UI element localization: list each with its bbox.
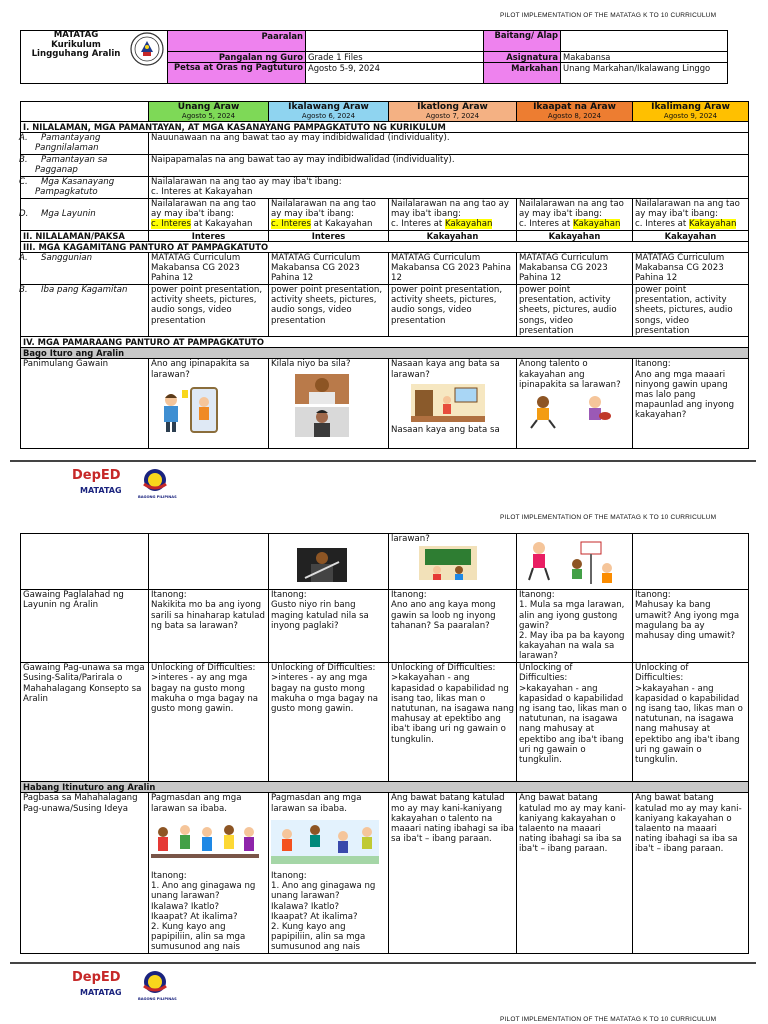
- lesson-table: [20, 101, 749, 449]
- row-label-pag-unawa: Gawaing Pag-unawa sa mga Susing-Salita/Parirala o Mahahalagang Konsepto sa Aralin: [21, 663, 149, 782]
- pilot-header: PILOT IMPLEMENTATION OF THE MATATAG K TO 10 CURRICULUM: [500, 12, 717, 19]
- panimula-day-3: Nasaan kaya ang bata sa larawan? Nasaan kaya ang bata sa: [389, 359, 517, 449]
- section-2-heading: II. NILALAMAN/PAKSA: [21, 230, 149, 241]
- kagamitan-day-2: power point presentation, activity sheets, pictures, audio songs, video presentation: [269, 285, 389, 337]
- kagamitan-day-4: power point presentation, activity sheets, pictures, audio songs, video presentation: [517, 285, 633, 337]
- pilot-header-2: PILOT IMPLEMENTATION OF THE MATATAG K TO 10 CURRICULUM: [500, 514, 717, 521]
- bago-ituro-heading: Bago Ituro ang Aralin: [21, 348, 749, 359]
- asignatura-label: Asignatura: [484, 52, 561, 63]
- page-1-divider: [10, 460, 756, 462]
- talented-kids-image: [519, 394, 619, 430]
- section-4-heading: IV. MGA PAMARAANG PANTURO AT PAMPAGKATUTO: [21, 337, 749, 348]
- kagamitan-day-3: power point presentation, activity sheets, pictures, audio songs, video presentation: [389, 285, 517, 337]
- deped-logo: DepED: [72, 468, 121, 483]
- kids-talents-image: [151, 820, 259, 864]
- layunin-day-2: Nailalarawan na ang tao ay may iba't ibang: c. Interes at Kakayahan: [269, 198, 389, 230]
- paglalahad-day-1: Itanong: Nakikita mo ba ang iyong sarili sa hinaharap katulad ng bata sa larawan?: [149, 590, 269, 663]
- row-label-paglalahad: Gawaing Paglalahad ng Layunin ng Aralin: [21, 590, 149, 663]
- row-label-iba-pang-kagamitan: B. Iba pang Kagamitan: [21, 285, 149, 337]
- header-table: [20, 30, 728, 84]
- sanggunian-day-4: MATATAG Curriculum Makabansa CG 2023 Pahina 12: [517, 253, 633, 285]
- layunin-day-3: Nailalarawan na ang tao ay may iba't ibang: c. Interes at Kakayahan: [389, 198, 517, 230]
- page-2-divider: [10, 962, 756, 964]
- pagbasa-day-5: Ang bawat batang katulad mo ay may kani-kaniyang kakayahan o talaento na maaari nating ibahagi sa iba sa iba't – ibang paraan.: [633, 793, 749, 953]
- section-3-heading: III. MGA KAGAMITANG PANTURO AT PAMPAGKATUTO: [21, 241, 749, 252]
- pamantayang-pangnilalaman-value: Nauunawaan na ang bawat tao ay may indibidwalidad (individuality).: [149, 133, 749, 155]
- deped-logo: DepED: [72, 970, 121, 985]
- row-label-kasanayang-pampagkatuto: C. Mga Kasanayang Pampagkatuto: [21, 176, 149, 198]
- day-5-header: Ikalimang Araw Agosto 9, 2024: [633, 102, 749, 122]
- bagong-pilipinas-icon: [138, 970, 172, 996]
- layunin-day-1: Nailalarawan na ang tao ay may iba't ibang: c. Interes at Kakayahan: [149, 198, 269, 230]
- layunin-day-4: Nailalarawan na ang tao ay may iba't ibang: c. Interes at Kakayahan: [517, 198, 633, 230]
- paglalahad-day-4: Itanong: 1. Mula sa mga larawan, alin ang iyong gustong gawin? 2. May iba pa ba kayong kakayahan na wala sa larawan?: [517, 590, 633, 663]
- petsa-value: Agosto 5-9, 2024: [306, 63, 484, 84]
- panimula-day-2: Kilala niyo ba sila?: [269, 359, 389, 449]
- row-label-sanggunian: A. Sanggunian: [21, 253, 149, 285]
- habang-itinuturo-heading: Habang Itinuturo ang Aralin: [21, 782, 749, 793]
- paksa-day-1: Interes: [149, 230, 269, 241]
- paksa-day-3: Kakayahan: [389, 230, 517, 241]
- pagunawa-day-4: Unlocking of Difficulties: >kakayahan - ang kapasidad o kapabilidad ng isang tao, likas man o natutunan, na isagawa nang mahusay at epektibo ang iba't ibang uri ng gawain o tungkulin.: [517, 663, 633, 782]
- bagong-pilipinas-label: BAGONG PILIPINAS: [138, 495, 177, 499]
- classroom-image: [419, 546, 477, 580]
- athlete-photo-2: [295, 407, 349, 437]
- panimula-day-4: Anong talento o kakayahan ang ipinapakita sa larawan?: [517, 359, 633, 449]
- paksa-day-2: Interes: [269, 230, 389, 241]
- kids-activities-image: [519, 538, 619, 586]
- pagunawa-day-1: Unlocking of Difficulties: >interes - ay ang mga bagay na gusto mong makuha o mga bagay na gusto mong gawin.: [149, 663, 269, 782]
- kasanayang-value: Nailalarawan na ang tao ay may iba't ibang: c. Interes at Kakayahan: [149, 176, 749, 198]
- petsa-label: Petsa at Oras ng Pagtuturo: [168, 63, 306, 84]
- bagong-pilipinas-icon: [138, 468, 172, 494]
- pagunawa-day-3: Unlocking of Difficulties: >kakayahan - ang kapasidad o kapabilidad ng isang tao, likas man o natutunan, na isagawa nang mahusay at epektibo ang iba't ibang uri ng gawain o tungkulin.: [389, 663, 517, 782]
- asignatura-value: Makabansa: [561, 52, 728, 63]
- kids-playing-image: [271, 820, 379, 864]
- pagunawa-day-5: Unlocking of Difficulties: >kakayahan - ang kapasidad o kapabilidad ng isang tao, likas man o natutunan, na isagawa nang mahusay at epektibo ang iba't ibang uri ng gawain o tungkulin.: [633, 663, 749, 782]
- section-1-heading: I. NILALAMAN, MGA PAMANTAYAN, AT MGA KASANAYANG PAMPAGKATUTO NG KURIKULUM: [21, 122, 749, 133]
- pagunawa-day-2: Unlocking of Difficulties: >interes - ay ang mga bagay na gusto mong makuha o mga bagay na gusto mong gawin.: [269, 663, 389, 782]
- child-at-home-image: [411, 384, 485, 422]
- markahan-label: Markahan: [484, 63, 561, 84]
- panimula-day-1: Ano ang ipinapakita sa larawan?: [149, 359, 269, 449]
- pagbasa-day-3: Ang bawat batang katulad mo ay may kani-kaniyang kakayahan o talento na maaari nating ibahagi sa iba sa iba't – ibang paraan.: [389, 793, 517, 953]
- pagbasa-day-2: Pagmasdan ang mga larawan sa ibaba. Itanong: 1. Ano ang ginagawa ng unang larawan? Ikalawa? Ikatlo? Ikaapat? At ikalima? 2. Kung kayo ang papipiliin, alin sa mga sumusunod ang nais: [269, 793, 389, 953]
- paksa-day-4: Kakayahan: [517, 230, 633, 241]
- baitang-value: [561, 31, 728, 52]
- day-3-header: Ikatlong Araw Agosto 7, 2024: [389, 102, 517, 122]
- bagong-pilipinas-label: BAGONG PILIPINAS: [138, 997, 177, 1001]
- sanggunian-day-3: MATATAG Curriculum Makabansa CG 2023 Pahina 12: [389, 253, 517, 285]
- pagbasa-day-1: Pagmasdan ang mga larawan sa ibaba. Itanong: 1. Ano ang ginagawa ng unang larawan? Ikalawa? Ikatlo? Ikaapat? At ikalima? 2. Kung kayo ang papipiliin, alin sa mga sumusunod ang nais: [149, 793, 269, 953]
- kids-mirror-image: [151, 384, 221, 436]
- markahan-value: Unang Markahan/Ikalawang Linggo: [561, 63, 728, 84]
- baitang-label: Baitang/ Alap: [484, 31, 561, 52]
- row-label-layunin: D. Mga Layunin: [21, 198, 149, 230]
- sanggunian-day-5: MATATAG Curriculum Makabansa CG 2023 Pahina 12: [633, 253, 749, 285]
- paglalahad-day-3: Itanong: Ano ano ang kaya mong gawin sa loob ng inyong tahanan? Sa paaralan?: [389, 590, 517, 663]
- paaralan-label: Paaralan: [168, 31, 306, 52]
- layunin-day-5: Nailalarawan na ang tao ay may iba't ibang: c. Interes at Kakayahan: [633, 198, 749, 230]
- pilot-header-3: PILOT IMPLEMENTATION OF THE MATATAG K TO 10 CURRICULUM: [500, 1016, 717, 1023]
- athlete-photo-1: [295, 374, 349, 404]
- musician-photo: [297, 548, 347, 582]
- lesson-title: MATATAG Kurikulum Lingguhang Aralin: [21, 31, 168, 84]
- paglalahad-day-2: Itanong: Gusto niyo rin bang maging katulad nila sa inyong paglaki?: [269, 590, 389, 663]
- sanggunian-day-1: MATATAG Curriculum Makabansa CG 2023 Pahina 12: [149, 253, 269, 285]
- paglalahad-day-5: Itanong: Mahusay ka bang umawit? Ang iyong mga magulang ba ay mahusay ding umawit?: [633, 590, 749, 663]
- day-4-header: Ikaapat na Araw Agosto 8, 2024: [517, 102, 633, 122]
- lesson-table-continued: larawan? Gawaing Paglalahad ng Layunin ng Aralin Itanong: Nakikita mo ba ang iyong sarili sa hinaharap katulad ng bata sa larawan? Itanong: Gusto niyo rin bang maging katulad nila sa inyong paglaki? Itanong: Ano ano ang kaya mong gawin sa loob ng inyong tahanan? Sa paaralan? Itanong: 1. Mula sa mga larawan, alin ang iyong gustong gawin? 2. May iba pa ba kayong kakayahan na wala sa larawan? Itanong: Mahusay ka bang umawit? Ang iyong mga magulang ba ay mahusay ding umawit? Gawaing Pag-unawa sa mga Susing-Salita/Parirala o Mahahalagang Konsepto sa Aralin Unlocking of Difficulties: >interes - ay ang mga bagay na gusto mong makuha o mga bagay na gusto mong gawin. Unlocking of Difficulties: >interes - ay ang mga bagay na gusto mong makuha o mga bagay na gusto mong gawin. Unlocking of Difficulties: >kakayahan - ang kapasidad o kapabilidad ng isang tao, likas man o natutunan, na isagawa nang mahusay at epektibo ang iba't ibang uri ng gawain o tungkulin. Unlocking of Difficulties: >kakayahan - ang kapasidad o kapabilidad ng isang tao, likas man o natutunan, na isagawa nang mahusay at epektibo ang iba't ibang uri ng gawain o tungkulin. Unlocking of Difficulties: >kakayahan - ang kapasidad o kapabilidad ng isang tao, likas man o natutunan, na isagawa nang mahusay at epektibo ang iba't ibang uri ng gawain o tungkulin. Habang Itinuturo ang Aralin Pagbasa sa Mahahalagang Pag-unawa/Susing Ideya Pagmasdan ang mga larawan sa ibaba. Itanong: 1. Ano ang ginagawa ng unang larawan? Ikalawa? Ikatlo? Ikaapat? At ikalima? 2. Kung kayo ang papipiliin, alin sa mga sumusunod ang nais Pagmasdan ang mga larawan sa ibaba. Itanong: 1. Ano ang ginagawa ng unang larawan? Ikalawa? Ikatlo? Ikaapat? At ikalima? 2. Kung kayo ang papipiliin, alin sa mga sumusunod ang nais Ang bawat batang katulad mo ay may kani-kaniyang kakayahan o talento na maaari nating ibahagi sa iba sa iba't – ibang paraan. Ang bawat batang katulad mo ay may kani-kaniyang kakayahan o talaento na maaari nating ibahagi sa iba sa iba't – ibang paraan. Ang bawat batang katulad mo ay may kani-kaniyang kakayahan o talaento na maaari nating ibahagi sa iba sa iba't – ibang paraan.: [20, 533, 749, 954]
- day-1-header: Unang Araw Agosto 5, 2024: [149, 102, 269, 122]
- pamantayan-pagganap-value: Naipapamalas na ang bawat tao ay may indibidwalidad (individuality).: [149, 155, 749, 176]
- row-label-panimulang-gawain: Panimulang Gawain: [21, 359, 149, 449]
- row-label-pamantayan-pagganap: B. Pamantayan sa Pagganap: [21, 155, 149, 176]
- row-label-pagbasa: Pagbasa sa Mahahalagang Pag-unawa/Susing Ideya: [21, 793, 149, 953]
- days-row: [21, 102, 749, 122]
- guro-label: Pangalan ng Guro: [168, 52, 306, 63]
- paaralan-value: [306, 31, 484, 52]
- kagamitan-day-1: power point presentation, activity sheets, pictures, audio songs, video presentation: [149, 285, 269, 337]
- sanggunian-day-2: MATATAG Curriculum Makabansa CG 2023 Pahina 12: [269, 253, 389, 285]
- day-2-header: Ikalawang Araw Agosto 6, 2024: [269, 102, 389, 122]
- guro-value: Grade 1 Files: [306, 52, 484, 63]
- pagbasa-day-4: Ang bawat batang katulad mo ay may kani-kaniyang kakayahan o talaento na maaari nating ibahagi sa iba sa iba't – ibang paraan.: [517, 793, 633, 953]
- row-label-pamantayang-pangnilalaman: A. Pamantayang Pangnilalaman: [21, 133, 149, 155]
- paksa-day-5: Kakayahan: [633, 230, 749, 241]
- matatag-logo: MATATAG: [80, 988, 122, 997]
- panimula-day-5: Itanong: Ano ang mga maaari ninyong gawin upang mas lalo pang mapaunlad ang inyong kakayahan?: [633, 359, 749, 449]
- kagamitan-day-5: power point presentation, activity sheets, pictures, audio songs, video presentation: [633, 285, 749, 337]
- matatag-logo: MATATAG: [80, 486, 122, 495]
- deped-seal-icon: [130, 32, 164, 66]
